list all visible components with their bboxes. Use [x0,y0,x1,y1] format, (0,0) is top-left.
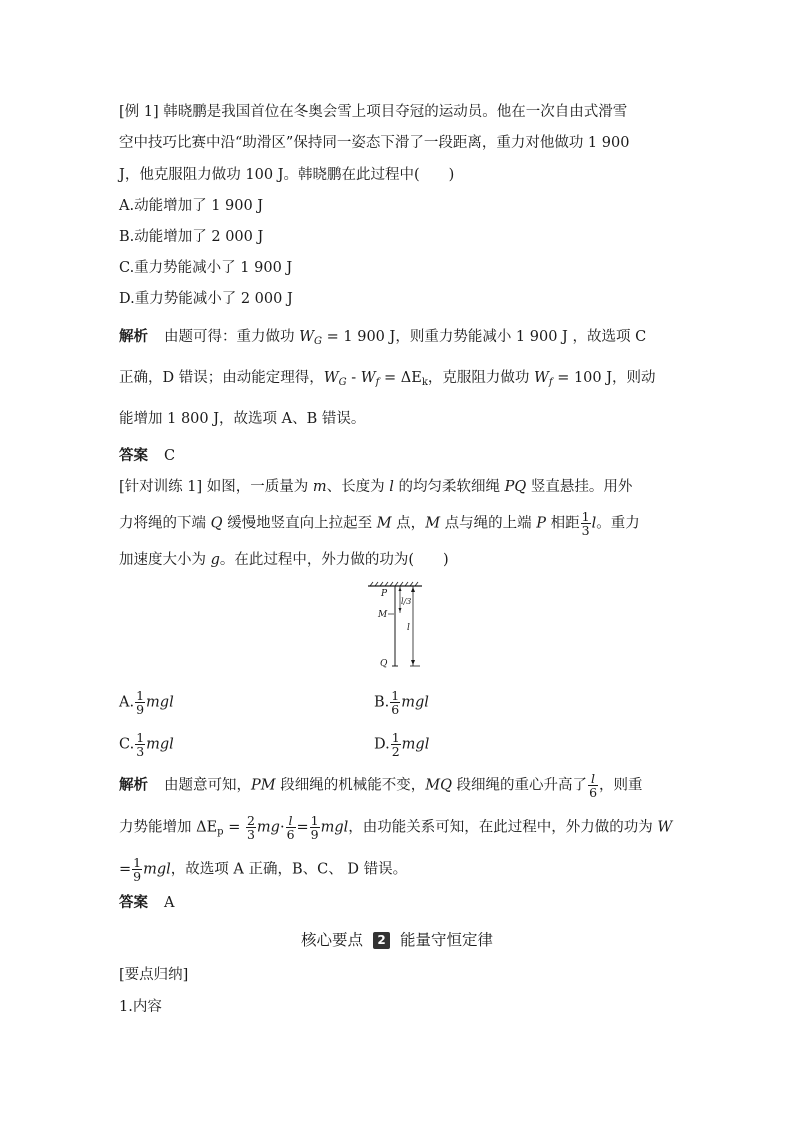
analysis-label: 解析 [119,328,148,345]
label-l3: l/3 [401,597,412,606]
ex1-answer [119,446,175,466]
ex1-option-d: D.重力势能减小了 2 000 J [119,291,293,307]
ex1-option-b: B.动能增加了 2 000 J [119,229,264,245]
fraction-one-third: $\frac{1}{3}$ [581,509,590,538]
tr1-option-d: D. $\frac{1}{2}$ mgl [374,730,430,759]
rope-figure [360,580,430,672]
tr1-option-c: C. $\frac{1}{3}$ mgl [119,730,174,759]
label-m: M [378,610,388,620]
answer-label: 答案 [119,894,148,911]
tr1-analysis-line1: 解析 由题意可知，PM 段细绳的机械能不变，MQ 段细绳的重心升高了 $\frac{l}{6}$ ，则重 [119,771,643,800]
tr1-option-b: B. $\frac{1}{6}$ mgl [374,688,429,717]
summary-item-1: 1.内容 [119,999,162,1015]
answer-value: C [164,448,176,464]
section-number-badge: 2 [373,932,390,949]
ex1-question-line3: J，他克服阻力做功 100 J。韩晓鹏在此过程中( ) [119,167,455,183]
tr1-question-line3: 加速度大小为 g。在此过程中，外力做的功为( ) [119,552,449,568]
tr1-analysis-line2: 力势能增加 $\Delta E_p$ = $\frac{2}{3}$ mg· $\frac{l}{6}$ = $\frac{1}{9}$ mgl，由功能关系可知，在此过程中，外力做的功为 W [119,813,673,842]
answer-label: 答案 [119,447,148,464]
tr1-question-line1: [针对训练 1] 如图，一质量为 m、长度为 l 的均匀柔软细绳 PQ 竖直悬挂。用外 [119,479,633,495]
answer-value: A [164,895,175,911]
tr1-answer [119,893,174,913]
ex1-question-line2: 空中技巧比赛中沿“助滑区”保持同一姿态下滑了一段距离，重力对他做功 1 900 [119,135,630,151]
ex1-question-line1: [例 1] 韩晓鹏是我国首位在冬奥会雪上项目夺冠的运动员。他在一次自由式滑雪 [119,104,628,120]
ex1-analysis-line1: 解析 由题可得：重力做功 $W_G = 1$ 900 J，则重力势能减小 1 900 J ，故选项 C [119,328,647,347]
tr1-analysis-line3: = $\frac{1}{9}$ mgl，故选项 A 正确，B、C、 D 错误。 [119,855,408,884]
analysis-label: 解析 [119,776,148,794]
summary-heading: [要点归纳] [119,967,189,983]
ex1-option-a: A.动能增加了 1 900 J [119,198,264,214]
ex1-option-c: C.重力势能减小了 1 900 J [119,260,293,276]
label-p: P [381,589,388,599]
tr1-option-a: A. $\frac{1}{9}$ mgl [119,688,174,717]
ex1-analysis-line2: 正确，D 错误；由动能定理得，$W_G - W_f = \Delta E_k$，克服阻力做功 $W_f = 100$ J，则动 [119,370,656,388]
label-l: l [407,623,410,633]
label-q: Q [380,659,388,669]
section-heading: 核心要点 2 能量守恒定律 [300,931,494,949]
tr1-question-line2: 力将绳的下端 Q 缓慢地竖直向上拉起至 M 点，M 点与绳的上端 P 相距 $\frac{1}{3}$ l。重力 [119,509,640,538]
ex1-analysis-line3: 能增加 1 800 J，故选项 A、B 错误。 [119,411,366,427]
